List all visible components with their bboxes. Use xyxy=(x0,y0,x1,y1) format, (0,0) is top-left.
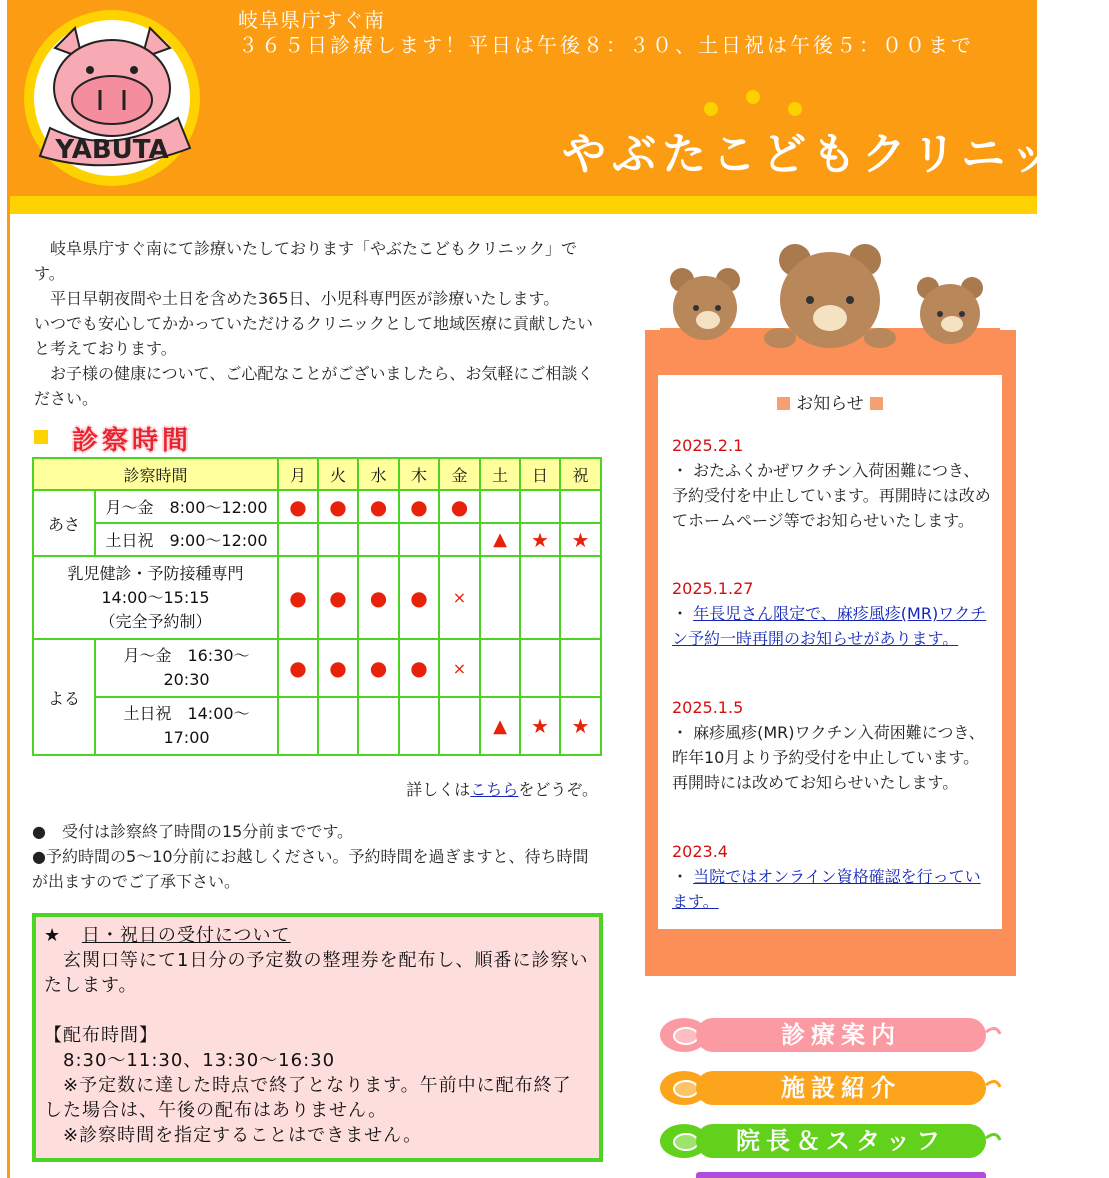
square-icon xyxy=(777,397,790,410)
star-icon: ★ xyxy=(44,925,62,946)
mark-cell: ★ xyxy=(520,523,560,556)
logo-text: YABUTA xyxy=(55,135,169,165)
time-cell: 月～金 8:00～12:00 xyxy=(95,490,278,523)
mark-cell xyxy=(399,697,439,755)
mark-cell: ● xyxy=(358,556,399,639)
square-icon xyxy=(870,397,883,410)
col-header-day: 祝 xyxy=(560,458,601,490)
decor-dot xyxy=(788,102,802,116)
news-date: 2025.2.1 xyxy=(672,436,744,455)
mark-cell xyxy=(520,556,560,639)
mark-cell xyxy=(318,523,358,556)
intro-line: 平日早朝夜間や土日を含めた365日、小児科専門医が診療いたします。 xyxy=(34,289,560,308)
mark-cell xyxy=(439,697,480,755)
mark-cell: ● xyxy=(358,639,399,697)
time-line: 17:00 xyxy=(163,728,210,747)
news-text-row xyxy=(672,864,992,914)
time-line: 乳児健診・予防接種専門 xyxy=(67,563,244,583)
square-bullet-icon xyxy=(34,430,48,444)
news-item xyxy=(672,576,992,651)
notice-box xyxy=(658,375,1002,929)
mark-cell xyxy=(399,523,439,556)
header-location: 岐阜県庁すぐ南 xyxy=(238,8,385,32)
mark-cell xyxy=(278,523,318,556)
table-row xyxy=(33,523,601,556)
mark-cell: ● xyxy=(439,490,480,523)
bullet: ・ xyxy=(672,867,694,886)
col-header-day: 水 xyxy=(358,458,399,490)
nav-label: 施設紹介 xyxy=(781,1074,901,1102)
holiday-note: ※診察時間を指定することはできません。 xyxy=(44,1125,423,1146)
col-header-day: 木 xyxy=(399,458,439,490)
mark-cell xyxy=(439,523,480,556)
holiday-title: 日・祝日の受付について xyxy=(81,925,291,946)
time-line: 14:00～15:15 xyxy=(101,587,210,607)
col-header-day: 月 xyxy=(278,458,318,490)
news-date: 2025.1.27 xyxy=(672,579,754,598)
time-cell: 土日祝 9:00～12:00 xyxy=(95,523,278,556)
mark-cell xyxy=(520,639,560,697)
header-band xyxy=(10,196,1037,214)
table-row xyxy=(33,490,601,523)
time-line: 土日祝 14:00～ xyxy=(123,704,250,723)
hours-table xyxy=(32,457,602,756)
clinic-name: やぶたこどもクリニック xyxy=(562,129,1109,180)
mark-cell xyxy=(560,556,601,639)
mark-cell xyxy=(480,556,520,639)
time-line: 月～金 16:30～ xyxy=(123,646,250,665)
holiday-body: 玄関口等にて1日分の予定数の整理券を配布し、順番に診察いたします。 xyxy=(44,950,589,996)
mark-cell: ★ xyxy=(520,697,560,755)
decor-dot xyxy=(746,90,760,104)
mark-cell xyxy=(560,639,601,697)
holiday-reception-box xyxy=(32,913,603,1162)
period-label: よる xyxy=(33,639,95,755)
time-cell xyxy=(95,697,278,755)
mark-cell: × xyxy=(439,556,480,639)
time-cell xyxy=(95,639,278,697)
time-line: 20:30 xyxy=(163,670,210,689)
mark-cell xyxy=(358,697,399,755)
mark-cell: ● xyxy=(278,639,318,697)
news-text: ・ おたふくかぜワクチン入荷困難につき、予約受付を中止しています。再開時には改めてホームページ等でお知らせいたします。 xyxy=(672,461,991,530)
mark-cell xyxy=(560,490,601,523)
news-date: 2023.4 xyxy=(672,842,728,861)
intro-text xyxy=(34,236,600,411)
mark-cell: ▲ xyxy=(480,697,520,755)
bullet: ・ xyxy=(672,604,694,623)
nav-label: 院長＆スタッフ xyxy=(736,1127,946,1155)
more-info-after: をどうぞ。 xyxy=(518,780,598,799)
hours-title: 診察時間 xyxy=(72,426,193,456)
table-row xyxy=(33,639,601,697)
mark-cell xyxy=(358,523,399,556)
mark-cell xyxy=(520,490,560,523)
period-label: あさ xyxy=(33,490,95,556)
col-header-day: 火 xyxy=(318,458,358,490)
nav-button-partial[interactable] xyxy=(696,1172,986,1178)
col-header-time: 診察時間 xyxy=(33,458,278,490)
news-date: 2025.1.5 xyxy=(672,698,744,717)
mark-cell: × xyxy=(439,639,480,697)
table-row xyxy=(33,556,601,639)
holiday-note: ※予定数に達した時点で終了となります。午前中に配布終了した場合は、午後の配布はありません。 xyxy=(44,1075,572,1121)
left-border xyxy=(0,0,8,1178)
mark-cell: ● xyxy=(278,490,318,523)
notice-heading xyxy=(658,389,1002,414)
time-line: （完全予約制） xyxy=(99,611,212,631)
spacer xyxy=(44,998,589,1023)
more-info-note xyxy=(32,777,598,800)
news-link[interactable]: 年長児さん限定で、麻疹風疹(MR)ワクチン予約一時再開のお知らせがあります。 xyxy=(672,604,987,648)
table-row xyxy=(33,697,601,755)
col-header-day: 日 xyxy=(520,458,560,490)
nav-button-staff[interactable] xyxy=(656,1120,1002,1162)
nav-button-facility[interactable] xyxy=(656,1067,1002,1109)
distribution-times: 8:30～11:30、13:30～16:30 xyxy=(44,1050,336,1071)
news-item xyxy=(672,433,992,533)
nav-label: 診療案内 xyxy=(781,1021,901,1049)
news-link[interactable]: 当院ではオンライン資格確認を行っています。 xyxy=(672,867,981,911)
yabuta-logo[interactable] xyxy=(20,8,206,188)
more-info-link[interactable]: こちら xyxy=(470,780,519,799)
decor-dot xyxy=(704,102,718,116)
mark-cell: ● xyxy=(399,490,439,523)
mark-cell xyxy=(480,490,520,523)
mark-cell: ★ xyxy=(560,523,601,556)
news-item xyxy=(672,839,992,914)
mark-cell: ▲ xyxy=(480,523,520,556)
note-line: ●予約時間の5～10分前にお越しください。予約時間を過ぎますと、待ち時間が出ますのでご了承下さい。 xyxy=(32,847,589,891)
reception-notes xyxy=(32,819,602,894)
mark-cell: ● xyxy=(318,556,358,639)
note-line: ● 受付は診察終了時間の15分前までです。 xyxy=(32,822,354,841)
col-header-day: 土 xyxy=(480,458,520,490)
mark-cell: ● xyxy=(358,490,399,523)
more-info-before: 詳しくは xyxy=(406,780,471,799)
news-item xyxy=(672,695,992,795)
mark-cell: ● xyxy=(399,639,439,697)
mark-cell xyxy=(318,697,358,755)
mark-cell: ★ xyxy=(560,697,601,755)
col-header-day: 金 xyxy=(439,458,480,490)
intro-line: いつでも安心してかかっていただけるクリニックとして地域医療に貢献したいと考えております。 xyxy=(34,314,594,358)
news-text: ・ 麻疹風疹(MR)ワクチン入荷困難につき、昨年10月より予約受付を中止しています。再開時には改めてお知らせいたします。 xyxy=(672,723,985,792)
distribution-label: 【配布時間】 xyxy=(44,1025,158,1046)
mark-cell xyxy=(480,639,520,697)
intro-line: お子様の健康について、ご心配なことがございましたら、お気軽にご相談ください。 xyxy=(34,364,594,408)
news-text-row xyxy=(672,601,992,651)
mark-cell: ● xyxy=(318,639,358,697)
intro-line: 岐阜県庁すぐ南にて診療いたしております「やぶたこどもクリニック」です。 xyxy=(34,239,578,283)
notice-title: お知らせ xyxy=(796,394,864,414)
mark-cell: ● xyxy=(318,490,358,523)
header-hours-summary: ３６５日診療します！平日は午後８：３０、土日祝は午後５：００まで xyxy=(238,33,974,57)
holiday-heading xyxy=(44,923,589,948)
bears-illustration xyxy=(660,238,1000,368)
time-cell xyxy=(33,556,278,639)
mark-cell: ● xyxy=(278,556,318,639)
mark-cell xyxy=(278,697,318,755)
mark-cell: ● xyxy=(399,556,439,639)
nav-button-guide[interactable] xyxy=(656,1014,1002,1056)
